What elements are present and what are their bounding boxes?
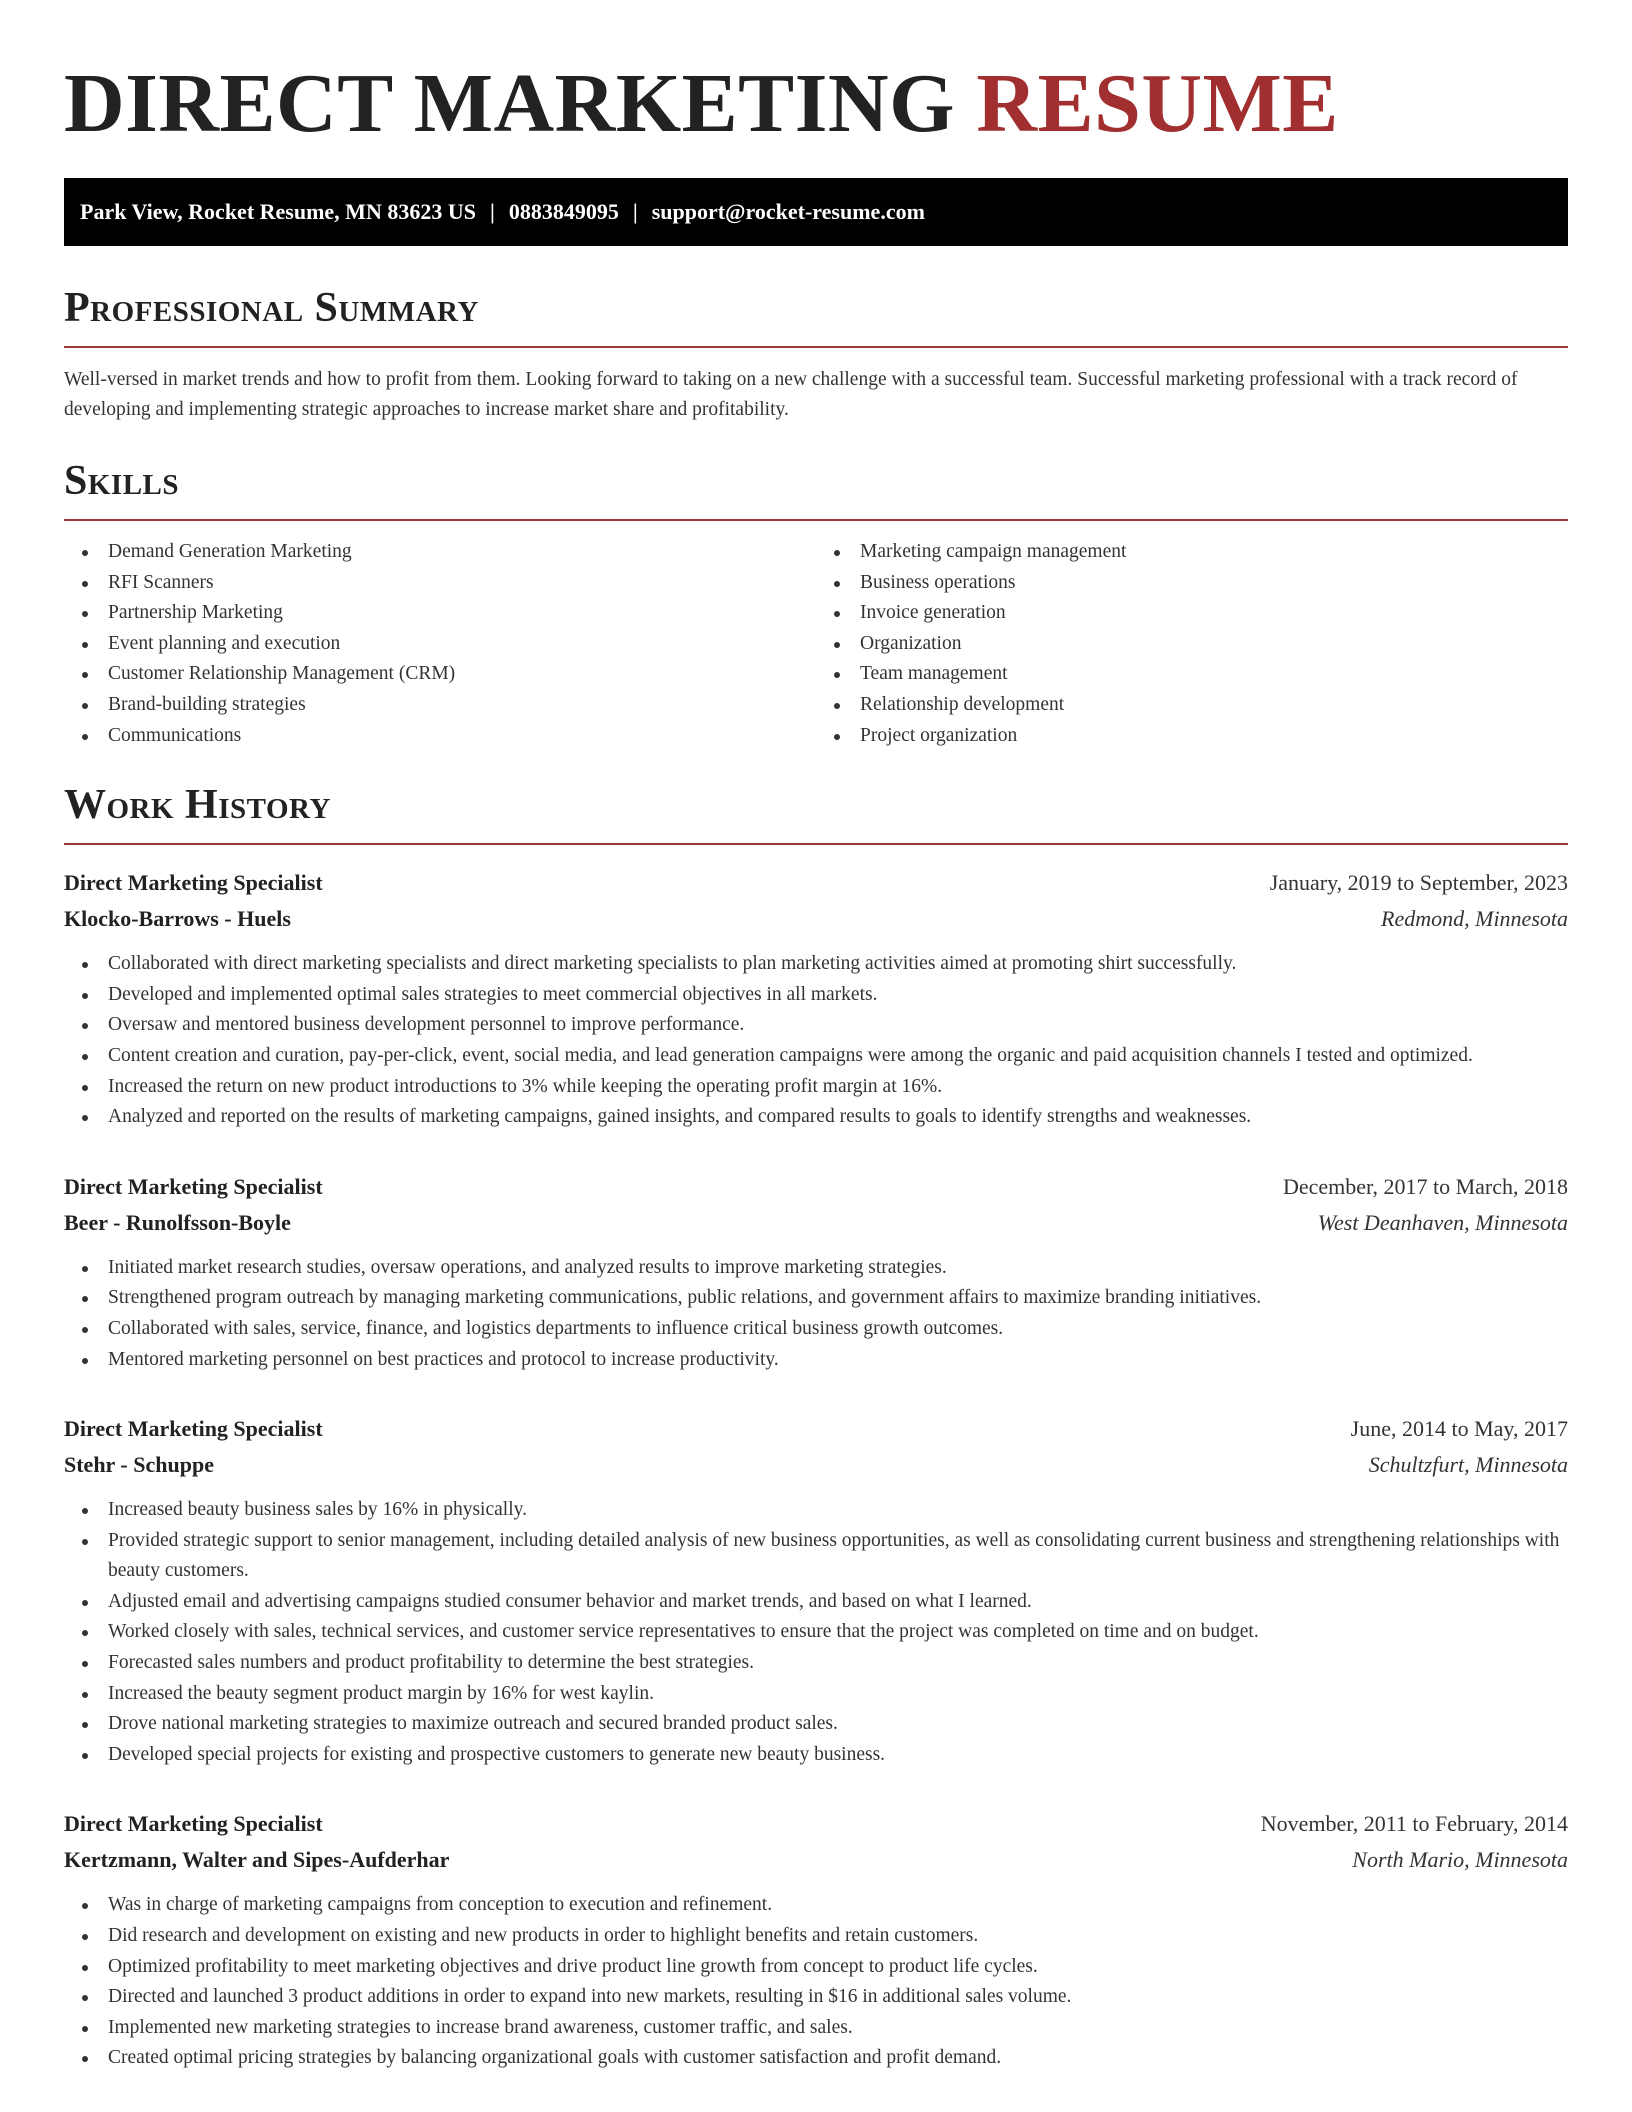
job-entry xyxy=(64,1411,1568,1770)
list-item: Optimized profitability to meet marketing objectives and drive product line growth from concept to product life cycles. xyxy=(108,1952,1568,1983)
list-item: Partnership Marketing xyxy=(108,598,816,629)
list-item: Demand Generation Marketing xyxy=(108,537,816,568)
contact-separator: | xyxy=(632,199,638,224)
section-heading: Skills xyxy=(64,458,180,504)
job-header-row xyxy=(64,1806,1568,1842)
list-item: Increased beauty business sales by 16% in physically. xyxy=(108,1495,1568,1526)
contact-email: support@rocket-resume.com xyxy=(651,199,925,224)
list-item: Developed special projects for existing and prospective customers to generate new beauty business. xyxy=(108,1740,1568,1771)
job-company-row xyxy=(64,1205,1568,1241)
list-item: Did research and development on existing and new products in order to highlight benefits and retain customers. xyxy=(108,1921,1568,1952)
skills-list-right xyxy=(816,537,1568,751)
list-item: Increased the return on new product introductions to 3% while keeping the operating profit margin at 16%. xyxy=(108,1072,1568,1103)
job-dates: June, 2014 to May, 2017 xyxy=(1350,1416,1568,1442)
list-item: Marketing campaign management xyxy=(860,537,1568,568)
section-divider xyxy=(64,843,1568,845)
job-header-row xyxy=(64,1411,1568,1447)
list-item: Analyzed and reported on the results of marketing campaigns, gained insights, and compared results to goals to identify strengths and weaknesses. xyxy=(108,1102,1568,1133)
contact-address: Park View, Rocket Resume, MN 83623 US xyxy=(80,199,476,224)
list-item: Communications xyxy=(108,721,816,752)
list-item: Adjusted email and advertising campaigns studied consumer behavior and market trends, and based on what I learned. xyxy=(108,1587,1568,1618)
job-bullets xyxy=(64,1253,1568,1375)
list-item: Mentored marketing personnel on best practices and protocol to increase productivity. xyxy=(108,1345,1568,1376)
section-heading: Work History xyxy=(64,782,331,829)
contact-phone: 0883849095 xyxy=(508,199,619,224)
list-item: Was in charge of marketing campaigns from conception to execution and refinement. xyxy=(108,1890,1568,1921)
job-company: Beer - Runolfsson-Boyle xyxy=(64,1209,291,1235)
list-item: Created optimal pricing strategies by balancing organizational goals with customer satisfaction and profit demand. xyxy=(108,2043,1568,2074)
job-title: Direct Marketing Specialist xyxy=(64,870,323,896)
job-location: North Mario, Minnesota xyxy=(1352,1847,1568,1873)
job-location: West Deanhaven, Minnesota xyxy=(1317,1209,1568,1235)
job-company-row xyxy=(64,1842,1568,1878)
skills-list-left xyxy=(64,537,816,751)
list-item: Content creation and curation, pay-per-click, event, social media, and lead generation campaigns were among the organic and paid acquisition channels I tested and optimized. xyxy=(108,1041,1568,1072)
title-accent: RESUME xyxy=(976,57,1339,150)
job-title: Direct Marketing Specialist xyxy=(64,1811,323,1837)
list-item: Developed and implemented optimal sales strategies to meet commercial objectives in all markets. xyxy=(108,980,1568,1011)
list-item: Project organization xyxy=(860,721,1568,752)
job-title: Direct Marketing Specialist xyxy=(64,1416,323,1442)
list-item: Implemented new marketing strategies to increase brand awareness, customer traffic, and sales. xyxy=(108,2013,1568,2044)
list-item: Relationship development xyxy=(860,690,1568,721)
title-main: DIRECT MARKETING xyxy=(64,57,955,150)
job-bullets xyxy=(64,949,1568,1133)
job-bullets xyxy=(64,1890,1568,2074)
job-bullets xyxy=(64,1495,1568,1770)
list-item: Forecasted sales numbers and product profitability to determine the best strategies. xyxy=(108,1648,1568,1679)
job-header-row xyxy=(64,865,1568,901)
resume-title xyxy=(64,0,1568,152)
contact-bar xyxy=(64,178,1568,246)
list-item: Brand-building strategies xyxy=(108,690,816,721)
list-item: Event planning and execution xyxy=(108,629,816,660)
list-item: Collaborated with direct marketing specialists and direct marketing specialists to plan marketing activities aimed at promoting shirt successfully. xyxy=(108,949,1568,980)
list-item: Team management xyxy=(860,659,1568,690)
job-title: Direct Marketing Specialist xyxy=(64,1173,323,1199)
skills-section xyxy=(64,455,1568,751)
section-divider xyxy=(64,519,1568,521)
list-item: Business operations xyxy=(860,568,1568,599)
job-company-row xyxy=(64,901,1568,937)
list-item: Increased the beauty segment product margin by 16% for west kaylin. xyxy=(108,1679,1568,1710)
job-header-row xyxy=(64,1169,1568,1205)
job-dates: December, 2017 to March, 2018 xyxy=(1282,1173,1568,1199)
resume-page xyxy=(64,0,1568,2074)
list-item: Oversaw and mentored business development personnel to improve performance. xyxy=(108,1010,1568,1041)
job-company-row xyxy=(64,1447,1568,1483)
section-heading: Professional Summary xyxy=(64,285,479,331)
summary-text: Well-versed in market trends and how to profit from them. Looking forward to taking on a new challenge with a successful team. Successful marketing professional with a track record of developing and implementing strategic approaches to increase market share and profitability. xyxy=(64,369,1518,420)
job-entry xyxy=(64,1806,1568,2074)
list-item: RFI Scanners xyxy=(108,568,816,599)
list-item: Invoice generation xyxy=(860,598,1568,629)
list-item: Worked closely with sales, technical services, and customer service representatives to ensure that the project was completed on time and on budget. xyxy=(108,1617,1568,1648)
list-item: Provided strategic support to senior management, including detailed analysis of new business opportunities, as well as consolidating current business and strengthening relationships with beauty customers. xyxy=(108,1526,1568,1587)
job-list xyxy=(64,865,1568,2074)
job-location: Schultzfurt, Minnesota xyxy=(1368,1452,1568,1478)
job-company: Klocko-Barrows - Huels xyxy=(64,906,291,932)
skills-columns xyxy=(64,537,1568,751)
list-item: Collaborated with sales, service, finance, and logistics departments to influence critical business growth outcomes. xyxy=(108,1314,1568,1345)
professional-summary-section xyxy=(64,282,1568,425)
list-item: Drove national marketing strategies to maximize outreach and secured branded product sales. xyxy=(108,1709,1568,1740)
list-item: Initiated market research studies, oversaw operations, and analyzed results to improve marketing strategies. xyxy=(108,1253,1568,1284)
list-item: Directed and launched 3 product additions in order to expand into new markets, resulting in $16 in additional sales volume. xyxy=(108,1982,1568,2013)
job-company: Stehr - Schuppe xyxy=(64,1452,214,1478)
job-dates: November, 2011 to February, 2014 xyxy=(1260,1811,1568,1837)
job-dates: January, 2019 to September, 2023 xyxy=(1269,870,1568,896)
list-item: Customer Relationship Management (CRM) xyxy=(108,659,816,690)
job-company: Kertzmann, Walter and Sipes-Aufderhar xyxy=(64,1847,450,1873)
job-entry xyxy=(64,865,1568,1133)
job-location: Redmond, Minnesota xyxy=(1381,906,1568,932)
section-divider xyxy=(64,346,1568,348)
list-item: Organization xyxy=(860,629,1568,660)
work-history-section xyxy=(64,779,1568,2074)
job-entry xyxy=(64,1169,1568,1375)
list-item: Strengthened program outreach by managing marketing communications, public relations, and government affairs to maximize branding initiatives. xyxy=(108,1283,1568,1314)
contact-separator: | xyxy=(489,199,495,224)
